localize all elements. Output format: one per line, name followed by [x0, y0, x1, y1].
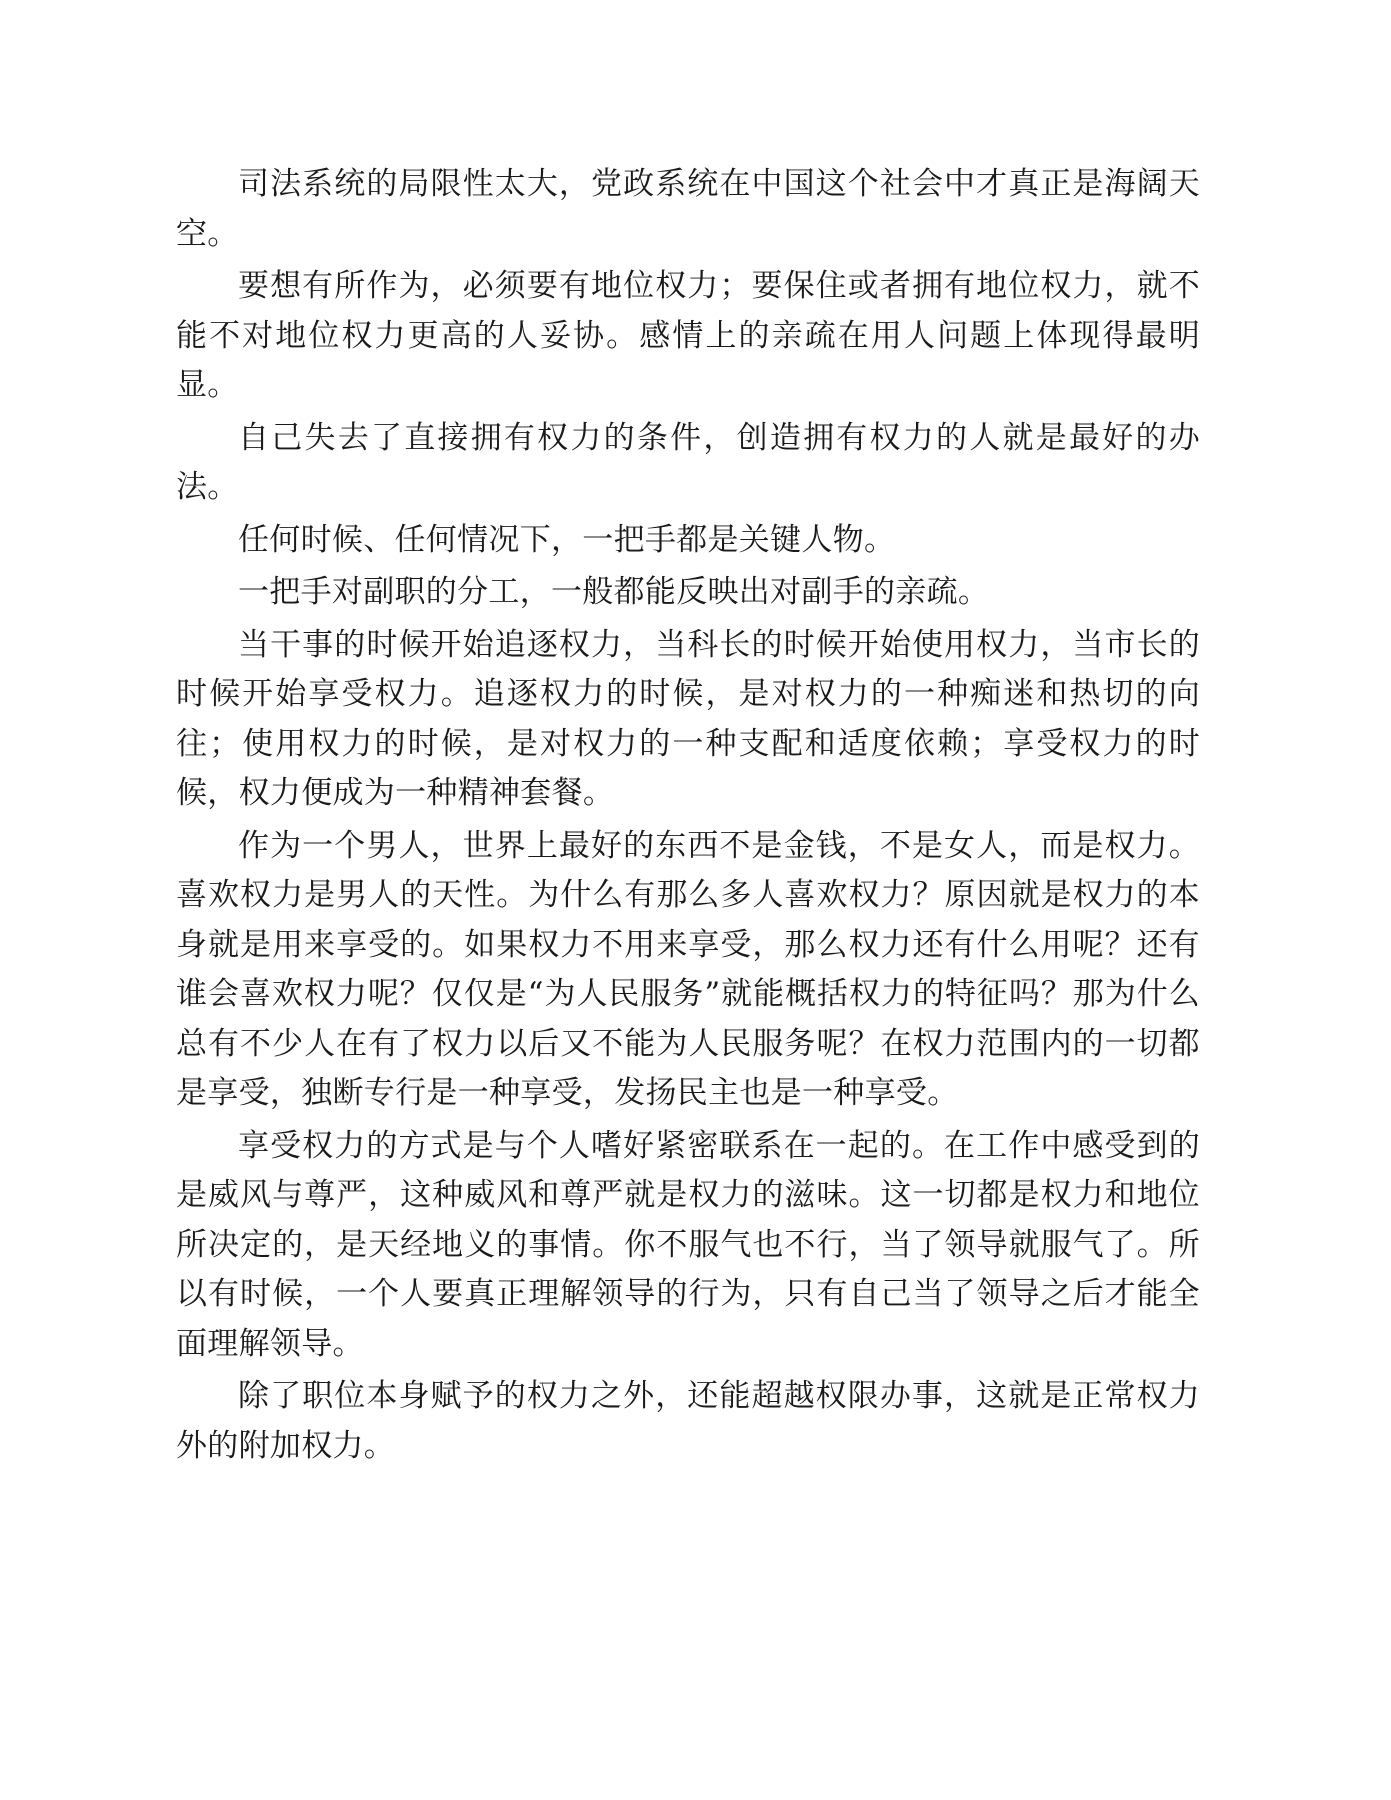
paragraph: 要想有所作为，必须要有地位权力；要保住或者拥有地位权力，就不能不对地位权力更高的人妥协。感情上的亲疏在用人问题上体现得最明显。 — [176, 268, 1200, 403]
paragraph: 任何时候、任何情况下，一把手都是关键人物。 — [238, 521, 896, 558]
paragraph: 当干事的时候开始追逐权力，当科长的时候开始使用权力，当市长的时候开始享受权力。追逐权力的时候，是对权力的一种痴迷和热切的向往；使用权力的时候，是对权力的一种支配和适度依赖；享受权力的时候，权力便成为一种精神套餐。 — [176, 626, 1200, 811]
paragraph: 作为一个男人，世界上最好的东西不是金钱，不是女人，而是权力。喜欢权力是男人的天性。为什么有那么多人喜欢权力？原因就是权力的本身就是用来享受的。如果权力不用来享受，那么权力还有什么用呢？还有谁会喜欢权力呢？仅仅是“为人民服务”就能概括权力的特征吗？那为什么总有不少人在有了权力以后又不能为人民服务呢？在权力范围内的一切都是享受，独断专行是一种享受，发扬民主也是一种享受。 — [176, 827, 1200, 1111]
paragraph: 自己失去了直接拥有权力的条件，创造拥有权力的人就是最好的办法。 — [176, 419, 1200, 505]
paragraph: 司法系统的局限性太大，党政系统在中国这个社会中才真正是海阔天空。 — [176, 166, 1200, 252]
body-text — [176, 160, 1200, 1474]
paragraph: 享受权力的方式是与个人嗜好紧密联系在一起的。在工作中感受到的是威风与尊严，这种威风和尊严就是权力的滋味。这一切都是权力和地位所决定的，是天经地义的事情。你不服气也不行，当了领导就服气了。所以有时候，一个人要真正理解领导的行为，只有自己当了领导之后才能全面理解领导。 — [176, 1127, 1200, 1362]
paragraph: 除了职位本身赋予的权力之外，还能超越权限办事，这就是正常权力外的附加权力。 — [176, 1378, 1200, 1464]
paragraph: 一把手对副职的分工，一般都能反映出对副手的亲疏。 — [238, 574, 990, 610]
